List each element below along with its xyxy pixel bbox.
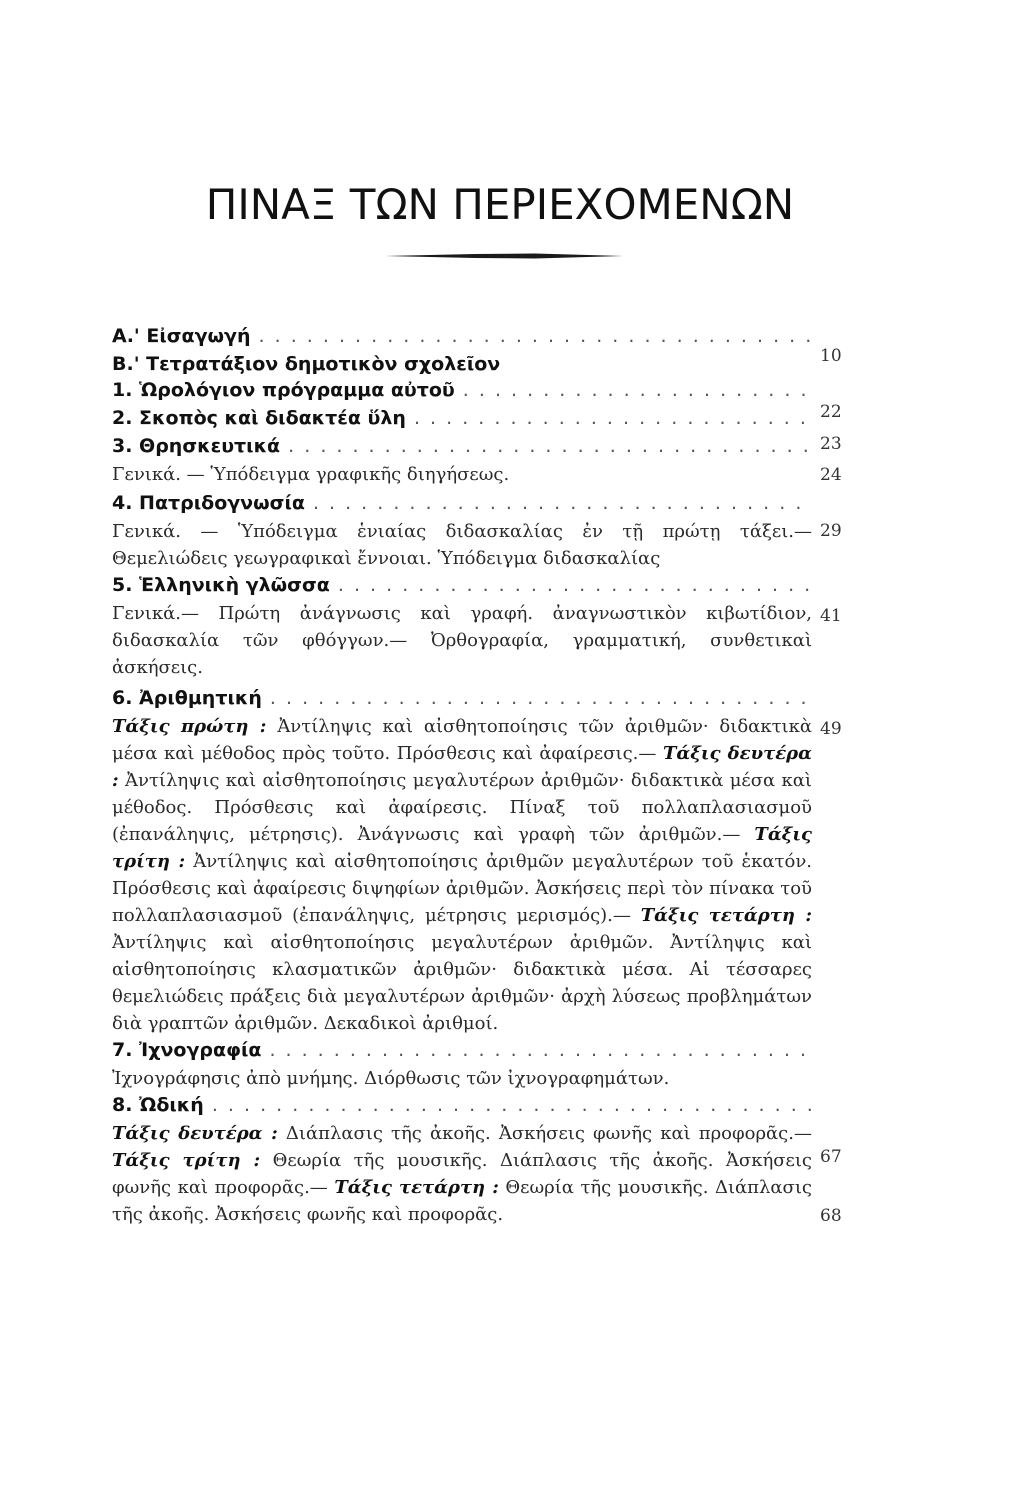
toc-desc-religion: Γενικά. — Ὑπόδειγμα γραφικῆς διηγήσεως. — [112, 464, 510, 485]
toc-entry-introduction: Α.' Εἰσαγωγή . . . — [112, 325, 812, 347]
grade-label-fourth: Τάξις τετάρτη : — [640, 905, 812, 926]
desc-arithm-fourth: Ἀντίληψις καὶ αἰσθητοποίησις μεγαλυτέρων ἀριθμῶν. Ἀντίληψις καὶ αἰσθητοποίησις κλασματικῶν ἀριθμῶν· διδακτικὰ μέσα. Αἱ τέσσαρες θεμελιώδεις πράξεις διὰ μεγαλυτέρων ἀριθμῶν· ἀρχὴ λύσεως προβλημάτων διὰ γραπτῶν ἀριθμῶν. Δεκαδικοὶ ἀριθμοί. — [112, 932, 812, 1034]
desc-arithm-third: Ἀντίληψις καὶ αἰσθητοποίησις ἀριθμῶν μεγαλυτέρων τοῦ ἑκατόν. Πρόσθεσις καὶ ἀφαίρεσις διψηφίων ἀριθμῶν. Ἀσκήσεις περὶ τὸν πίνακα τοῦ πολλαπλασιασμοῦ (ἐπανάληψις, μέτρησις μερισμός).— — [112, 851, 812, 926]
toc-desc-homeland-studies: Γενικά. — Ὑπόδειγμα ἑνιαίας διδασκαλίας ἐν τῇ πρώτῃ τάξει.— Θεμελιώδεις γεωγραφικαὶ ἔννοιαι. Ὑπόδειγμα διδασκαλίας — [112, 521, 812, 569]
page-number-column — [820, 0, 870, 1500]
page-number: 22 — [820, 402, 842, 422]
page-number: 49 — [820, 719, 842, 739]
toc-entry-religion: 3. Θρησκευτικά . . . — [112, 435, 812, 457]
toc-desc-greek-language: Γενικά.— Πρώτη ἀνάγνωσις καὶ γραφή. ἀναγνωστικὸν κιβωτίδιον, διδασκαλία τῶν φθόγγων.— Ὀρθογραφία, γραμματική, συνθετικαὶ ἀσκήσεις. — [112, 603, 812, 678]
desc-singing-second: Διάπλασις τῆς ἀκοῆς. Ἀσκήσεις φωνῆς καὶ προφορᾶς.— — [285, 1123, 812, 1144]
desc-singing-fourth: Θεωρία τῆς μουσικῆς. Διάπλασις τῆς ἀκοῆς. Ἀσκήσεις φωνῆς καὶ προφορᾶς. — [112, 1177, 812, 1225]
toc-entry-homeland-studies: 4. Πατριδογνωσία . . . — [112, 492, 812, 514]
page-number: 67 — [820, 1147, 842, 1167]
grade-label-third: Τάξις τρίτη : — [112, 1150, 261, 1171]
toc-entry-greek-language: 5. Ἑλληνικὴ γλῶσσα . . . — [112, 574, 812, 596]
page-number: 24 — [820, 465, 842, 485]
table-of-contents — [112, 325, 812, 1230]
toc-entry-aims: 2. Σκοπὸς καὶ διδακτέα ὕλη . . . — [112, 407, 812, 429]
page-number: 68 — [820, 1206, 842, 1226]
toc-entry-arithmetic: 6. Ἀριθμητική . . . — [112, 687, 812, 709]
page-number: 41 — [820, 606, 842, 626]
toc-entry-timetable: 1. Ὡρολόγιον πρόγραμμα αὐτοῦ . . . — [112, 379, 812, 401]
page-title: ΠΙΝΑΞ ΤΩΝ ΠΕΡΙΕΧΟΜΕΝΩΝ — [205, 180, 795, 229]
title-underline-ornament — [385, 253, 623, 259]
desc-arithm-first: Ἀντίληψις καὶ αἰσθητοποίησις τῶν ἀριθμῶν· διδακτικὰ μέσα καὶ μέθοδος πρὸς τοῦτο. Πρόσθεσις καὶ ἀφαίρεσις.— — [112, 716, 812, 764]
desc-singing-third: Θεωρία τῆς μουσικῆς. Διάπλασις τῆς ἀκοῆς. Ἀσκήσεις φωνῆς καὶ προφορᾶς.— — [112, 1150, 812, 1198]
page-number: 10 — [820, 346, 842, 366]
desc-arithm-second: Ἀντίληψις καὶ αἰσθητοποίησις μεγαλυτέρων ἀριθμῶν· διδακτικὰ μέσα καὶ μέθοδος. Πρόσθεσις καὶ ἀφαίρεσις. Πίναξ τοῦ πολλαπλασιασμοῦ (ἐπανάληψις, μέτρησις). Ἀνάγνωσις καὶ γραφὴ τῶν ἀριθμῶν.— — [112, 770, 812, 845]
toc-desc-drawing: Ἰχνογράφησις ἀπὸ μνήμης. Διόρθωσις τῶν ἰχνογραφημάτων. — [112, 1068, 670, 1089]
toc-desc-singing — [112, 1120, 812, 1228]
toc-desc-arithmetic — [112, 713, 812, 1037]
page-number: 23 — [820, 434, 842, 454]
toc-entry-drawing: 7. Ἰχνογραφία . . . — [112, 1039, 812, 1061]
grade-label-first: Τάξις πρώτη : — [112, 716, 267, 737]
toc-entry-primary-school: Β.' Τετρατάξιον δημοτικὸν σχολεῖον — [112, 353, 501, 375]
toc-entry-singing: 8. Ὠδική . . . — [112, 1094, 812, 1116]
grade-label-second: Τάξις δευτέρα : — [112, 1123, 278, 1144]
grade-label-fourth: Τάξις τετάρτη : — [334, 1177, 499, 1198]
grade-label-second: Τάξις δευτέρα : — [112, 743, 812, 791]
grade-label-third: Τάξις τρίτη : — [112, 824, 812, 872]
page-number: 29 — [820, 521, 842, 541]
